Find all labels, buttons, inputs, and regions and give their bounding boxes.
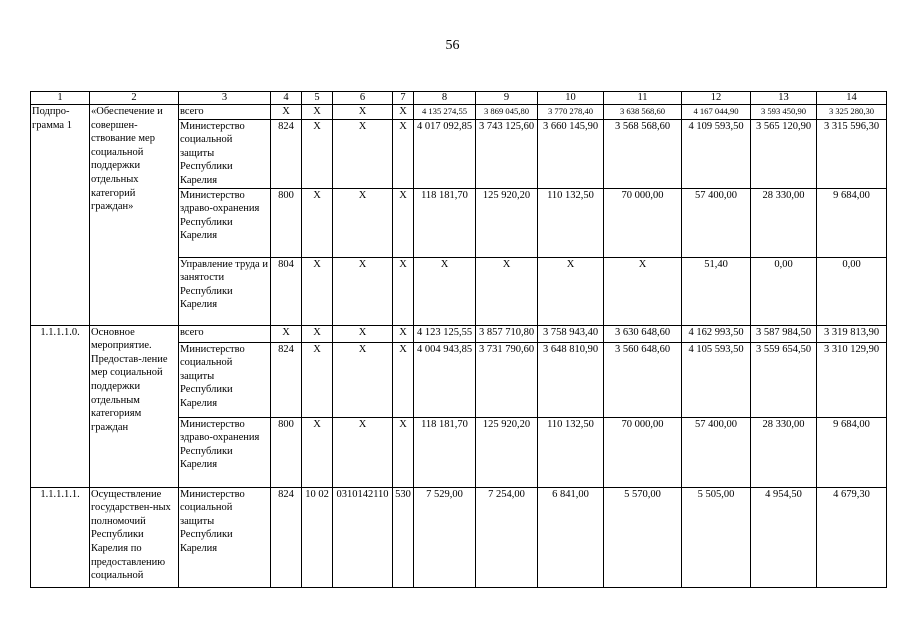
code-cell-c7: Х <box>393 257 414 325</box>
code-cell-c6: Х <box>333 119 393 188</box>
code-cell-c5: Х <box>302 325 333 342</box>
amount-cell: 0,00 <box>751 257 817 325</box>
amount-cell: Х <box>604 257 682 325</box>
amount-cell: 3 568 568,60 <box>604 119 682 188</box>
executor-cell: всего <box>179 325 271 342</box>
column-header: 11 <box>604 92 682 105</box>
amount-cell: 3 325 280,30 <box>817 105 887 120</box>
amount-cell: 5 570,00 <box>604 487 682 587</box>
table-row <box>31 325 887 342</box>
code-cell-c7: Х <box>393 342 414 417</box>
amount-cell: 4 167 044,90 <box>682 105 751 120</box>
code-cell-c4: Х <box>271 105 302 120</box>
page-number: 56 <box>445 38 460 53</box>
row-code-cell: 1.1.1.1.0. <box>31 325 90 487</box>
executor-cell: Министерство социальной защиты Республики Карелия <box>179 119 271 188</box>
code-cell-c6: 0310142110 <box>333 487 393 587</box>
executor-cell: Министерство социальной защиты Республики Карелия <box>179 342 271 417</box>
executor-cell: всего <box>179 105 271 120</box>
amount-cell: 3 593 450,90 <box>751 105 817 120</box>
code-cell-c4: 824 <box>271 487 302 587</box>
column-header: 10 <box>538 92 604 105</box>
code-cell-c7: Х <box>393 325 414 342</box>
amount-cell: 3 587 984,50 <box>751 325 817 342</box>
amount-cell: 4 123 125,55 <box>414 325 476 342</box>
code-cell-c4: 800 <box>271 417 302 487</box>
column-header: 4 <box>271 92 302 105</box>
amount-cell: 118 181,70 <box>414 188 476 257</box>
budget-table <box>30 91 887 588</box>
amount-cell: 51,40 <box>682 257 751 325</box>
amount-cell: 4 135 274,55 <box>414 105 476 120</box>
row-code-cell: 1.1.1.1.1. <box>31 487 90 587</box>
code-cell-c7: Х <box>393 119 414 188</box>
program-name-cell: Осуществление государствен-ных полномочий Республики Карелия по предоставлению социальной <box>90 487 179 587</box>
table-row <box>31 487 887 587</box>
amount-cell: 3 559 654,50 <box>751 342 817 417</box>
amount-cell: 4 105 593,50 <box>682 342 751 417</box>
table-row <box>31 105 887 120</box>
amount-cell: 5 505,00 <box>682 487 751 587</box>
amount-cell: 3 758 943,40 <box>538 325 604 342</box>
amount-cell: 3 638 568,60 <box>604 105 682 120</box>
code-cell-c7: Х <box>393 417 414 487</box>
code-cell-c7: Х <box>393 188 414 257</box>
amount-cell: 3 630 648,60 <box>604 325 682 342</box>
column-header: 7 <box>393 92 414 105</box>
amount-cell: 125 920,20 <box>476 188 538 257</box>
amount-cell: Х <box>476 257 538 325</box>
amount-cell: 0,00 <box>817 257 887 325</box>
amount-cell: 3 770 278,40 <box>538 105 604 120</box>
amount-cell: 6 841,00 <box>538 487 604 587</box>
column-header: 2 <box>90 92 179 105</box>
amount-cell: 3 648 810,90 <box>538 342 604 417</box>
code-cell-c6: Х <box>333 342 393 417</box>
amount-cell: 70 000,00 <box>604 188 682 257</box>
code-cell-c6: Х <box>333 417 393 487</box>
code-cell-c4: 804 <box>271 257 302 325</box>
column-header: 3 <box>179 92 271 105</box>
amount-cell: 4 004 943,85 <box>414 342 476 417</box>
executor-cell: Министерство здраво-охранения Республики Карелия <box>179 188 271 257</box>
amount-cell: 3 660 145,90 <box>538 119 604 188</box>
amount-cell: 3 743 125,60 <box>476 119 538 188</box>
code-cell-c6: Х <box>333 257 393 325</box>
code-cell-c4: 824 <box>271 119 302 188</box>
row-code-cell: Подпро-грамма 1 <box>31 105 90 326</box>
amount-cell: 7 529,00 <box>414 487 476 587</box>
amount-cell: 118 181,70 <box>414 417 476 487</box>
code-cell-c5: 10 02 <box>302 487 333 587</box>
column-header: 13 <box>751 92 817 105</box>
amount-cell: 4 679,30 <box>817 487 887 587</box>
amount-cell: 3 315 596,30 <box>817 119 887 188</box>
program-name-cell: Основное мероприятие. Предостав-ление мер социальной поддержки отдельным категориям граждан <box>90 325 179 487</box>
amount-cell: 4 109 593,50 <box>682 119 751 188</box>
amount-cell: 3 565 120,90 <box>751 119 817 188</box>
amount-cell: 9 684,00 <box>817 188 887 257</box>
header-row <box>31 92 887 105</box>
program-name-cell: «Обеспечение и совершен-ствование мер социальной поддержки отдельных категорий граждан» <box>90 105 179 326</box>
column-header: 8 <box>414 92 476 105</box>
amount-cell: 3 731 790,60 <box>476 342 538 417</box>
amount-cell: 3 560 648,60 <box>604 342 682 417</box>
amount-cell: Х <box>414 257 476 325</box>
column-header: 14 <box>817 92 887 105</box>
amount-cell: 28 330,00 <box>751 417 817 487</box>
code-cell-c5: Х <box>302 105 333 120</box>
code-cell-c5: Х <box>302 119 333 188</box>
amount-cell: 57 400,00 <box>682 417 751 487</box>
column-header: 12 <box>682 92 751 105</box>
amount-cell: 4 954,50 <box>751 487 817 587</box>
executor-cell: Министерство здраво-охранения Республики Карелия <box>179 417 271 487</box>
code-cell-c4: 800 <box>271 188 302 257</box>
executor-cell: Министерство социальной защиты Республики Карелия <box>179 487 271 587</box>
amount-cell: 110 132,50 <box>538 417 604 487</box>
code-cell-c5: Х <box>302 188 333 257</box>
code-cell-c7: Х <box>393 105 414 120</box>
column-header: 9 <box>476 92 538 105</box>
code-cell-c5: Х <box>302 417 333 487</box>
code-cell-c4: 824 <box>271 342 302 417</box>
code-cell-c6: Х <box>333 188 393 257</box>
amount-cell: 110 132,50 <box>538 188 604 257</box>
amount-cell: 28 330,00 <box>751 188 817 257</box>
amount-cell: 3 857 710,80 <box>476 325 538 342</box>
amount-cell: 9 684,00 <box>817 417 887 487</box>
executor-cell: Управление труда и занятости Республики Карелия <box>179 257 271 325</box>
amount-cell: 125 920,20 <box>476 417 538 487</box>
code-cell-c4: Х <box>271 325 302 342</box>
amount-cell: 3 869 045,80 <box>476 105 538 120</box>
amount-cell: 3 319 813,90 <box>817 325 887 342</box>
amount-cell: 57 400,00 <box>682 188 751 257</box>
code-cell-c5: Х <box>302 342 333 417</box>
code-cell-c5: Х <box>302 257 333 325</box>
column-header: 6 <box>333 92 393 105</box>
code-cell-c7: 530 <box>393 487 414 587</box>
amount-cell: 4 017 092,85 <box>414 119 476 188</box>
amount-cell: Х <box>538 257 604 325</box>
amount-cell: 7 254,00 <box>476 487 538 587</box>
amount-cell: 70 000,00 <box>604 417 682 487</box>
code-cell-c6: Х <box>333 105 393 120</box>
column-header: 5 <box>302 92 333 105</box>
code-cell-c6: Х <box>333 325 393 342</box>
amount-cell: 4 162 993,50 <box>682 325 751 342</box>
column-header: 1 <box>31 92 90 105</box>
amount-cell: 3 310 129,90 <box>817 342 887 417</box>
